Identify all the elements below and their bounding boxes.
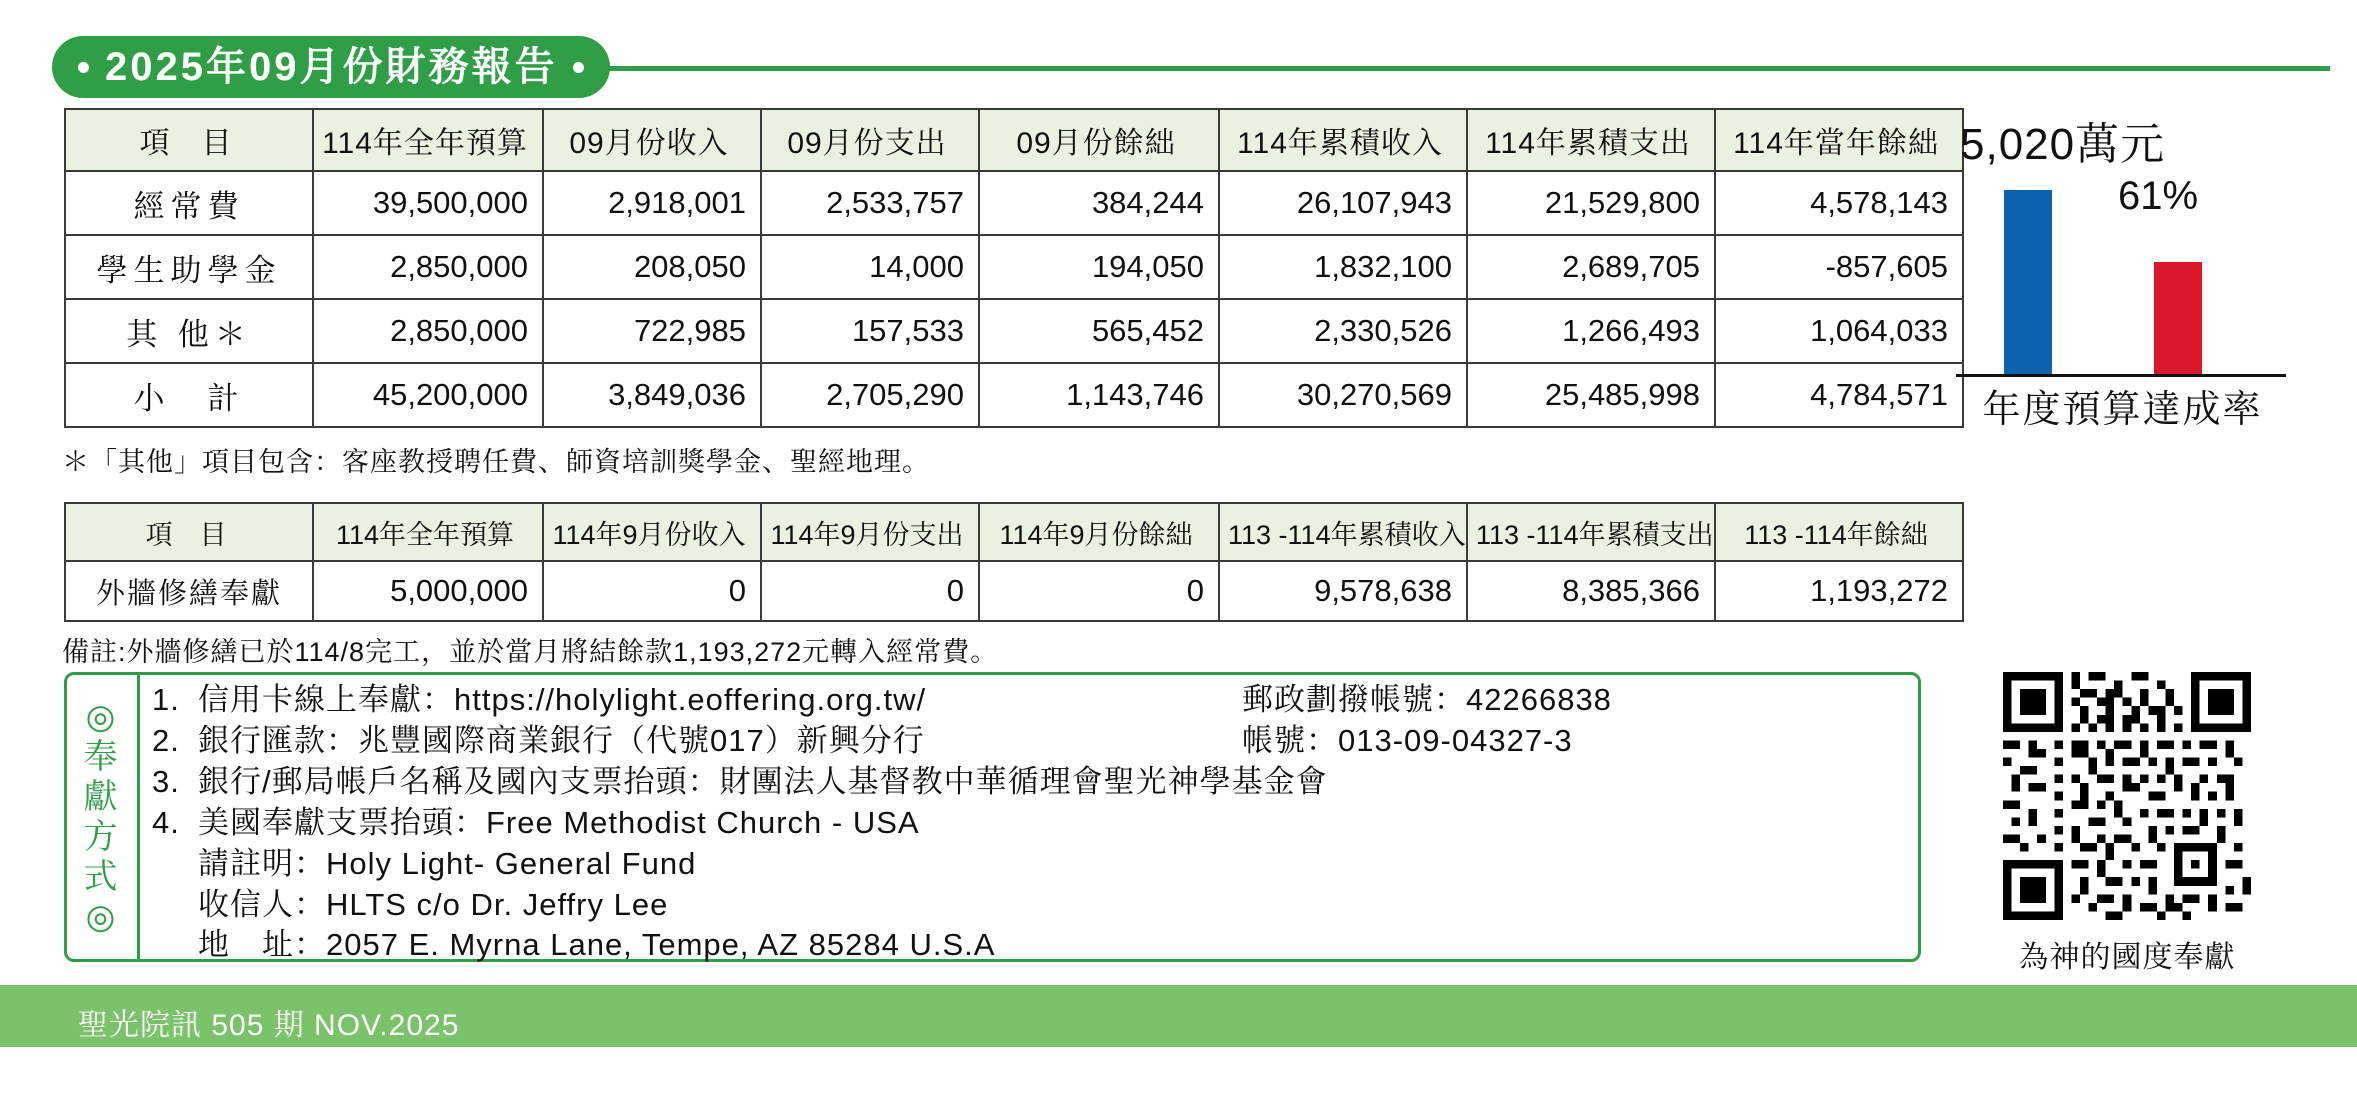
cell-value: 0	[543, 561, 761, 621]
cell-value: 4,784,571	[1715, 363, 1963, 427]
qr-code-caption: 為神的國度奉獻	[2018, 941, 2236, 974]
donation-label-char: 式	[83, 858, 118, 897]
col-header-sep-expense: 09月份支出	[761, 109, 979, 171]
cell-value: 39,500,000	[313, 171, 543, 235]
list-item-sub	[152, 885, 1852, 926]
table1-footnote: ＊「其他」項目包含：客座教授聘任費、師資培訓獎學金、聖經地理。	[62, 447, 930, 477]
donation-methods-list	[152, 680, 1852, 966]
cell-value: 21,529,800	[1467, 171, 1715, 235]
list-item-text: 美國奉獻支票抬頭：Free Methodist Church - USA	[198, 804, 920, 840]
cell-value: 0	[761, 561, 979, 621]
table2-footnote: 備註:外牆修繕已於114/8完工，並於當月將結餘款1,193,272元轉入經常費。	[62, 637, 999, 667]
col-header-annual-budget: 114年全年預算	[313, 109, 543, 171]
col-header-sep-balance: 09月份餘絀	[979, 109, 1219, 171]
table-row	[65, 171, 1963, 235]
cell-value: 2,705,290	[761, 363, 979, 427]
cell-value: 2,918,001	[543, 171, 761, 235]
cell-value: 565,452	[979, 299, 1219, 363]
cell-value: 194,050	[979, 235, 1219, 299]
cell-value: 26,107,943	[1219, 171, 1467, 235]
cell-value: 1,266,493	[1467, 299, 1715, 363]
list-item-text: 請註明：Holy Light- General Fund	[198, 845, 697, 881]
col-header-ytd-income: 114年累積收入	[1219, 109, 1467, 171]
list-item-number: 3.	[152, 763, 180, 799]
main-financial-table	[64, 108, 1964, 428]
cell-value: 14,000	[761, 235, 979, 299]
page-header	[0, 18, 2357, 89]
chart-baseline	[1956, 374, 2286, 377]
row-label: 小 計	[65, 363, 313, 427]
donation-label-char: 方	[83, 818, 118, 856]
qr-code-area	[1992, 672, 2262, 976]
table-row	[65, 561, 1963, 621]
cell-value: 2,850,000	[313, 235, 543, 299]
list-item-text: 收信人：HLTS c/o Dr. Jeffry Lee	[198, 886, 669, 922]
chart-percent-label: 61%	[2118, 174, 2199, 218]
bank-account-label: 帳號：013-09-04327-3	[1242, 722, 1573, 758]
cell-value: 5,000,000	[313, 561, 543, 621]
postal-account-label: 郵政劃撥帳號：42266838	[1242, 682, 1612, 717]
table-header-row	[65, 109, 1963, 171]
col-header-cum-income: 113 -114年累積收入	[1219, 503, 1467, 561]
col-header-annual-budget: 114年全年預算	[313, 503, 543, 561]
cell-value: 1,064,033	[1715, 299, 1963, 363]
donation-label-char: 獻	[83, 777, 118, 816]
col-header-cum-balance: 113 -114年餘絀	[1715, 503, 1963, 561]
col-header-item: 項 目	[65, 109, 313, 171]
cell-value: 4,578,143	[1715, 171, 1963, 235]
donation-label-char: 奉	[83, 737, 118, 776]
col-header-sep-income: 114年9月份收入	[543, 503, 761, 561]
col-header-item: 項 目	[65, 503, 313, 561]
list-item-number: 4.	[152, 804, 180, 840]
donation-methods-vertical-label	[64, 672, 140, 962]
list-item-text: 銀行/郵局帳戶名稱及國內支票抬頭：財團法人基督教中華循理會聖光神學基金會	[198, 763, 1328, 799]
header-title-pill	[52, 36, 610, 98]
col-header-cum-expense: 113 -114年累積支出	[1467, 503, 1715, 561]
list-item	[152, 680, 1852, 721]
chart-caption: 年度預算達成率	[1982, 389, 2263, 431]
budget-achievement-chart	[1950, 108, 2310, 433]
list-item-sub	[152, 844, 1852, 885]
list-item-text: 地 址：2057 E. Myrna Lane, Tempe, AZ 85284 U.S.A	[198, 927, 996, 963]
chart-amount-label: 5,020萬元	[1960, 120, 2166, 169]
list-item-text[interactable]: 信用卡線上奉獻：https://holylight.eoffering.org.tw/	[198, 682, 927, 717]
table-row	[65, 235, 1963, 299]
list-item	[152, 762, 1852, 803]
cell-value: 2,330,526	[1219, 299, 1467, 363]
cell-value-negative: -857,605	[1715, 235, 1963, 299]
row-label: 其 他＊	[65, 299, 313, 363]
cell-value: 9,578,638	[1219, 561, 1467, 621]
cell-value: 2,533,757	[761, 171, 979, 235]
list-item	[152, 803, 1852, 844]
cell-value: 208,050	[543, 235, 761, 299]
list-item	[152, 721, 1852, 762]
cell-value: 8,385,366	[1467, 561, 1715, 621]
qr-code-icon[interactable]	[2003, 672, 2251, 920]
table-row	[65, 363, 1963, 427]
cell-value: 1,193,272	[1715, 561, 1963, 621]
col-header-sep-balance: 114年9月份餘絀	[979, 503, 1219, 561]
cell-value: 384,244	[979, 171, 1219, 235]
cell-value: 2,689,705	[1467, 235, 1715, 299]
chart-bar-budget	[2004, 190, 2052, 375]
cell-value: 25,485,998	[1467, 363, 1715, 427]
cell-value: 1,143,746	[979, 363, 1219, 427]
table-header-row	[65, 503, 1963, 561]
list-item-number: 2.	[152, 722, 180, 758]
cell-value: 1,832,100	[1219, 235, 1467, 299]
col-header-sep-income: 09月份收入	[543, 109, 761, 171]
page-title: 2025年09月份財務報告	[105, 45, 558, 89]
list-item-sub	[152, 925, 1852, 966]
col-header-ytd-expense: 114年累積支出	[1467, 109, 1715, 171]
list-item-text: 銀行匯款：兆豐國際商業銀行（代號017）新興分行	[198, 722, 925, 758]
table-row	[65, 299, 1963, 363]
donation-label-char: ◎	[85, 898, 116, 937]
footer-text: 聖光院訊 505 期 NOV.2025	[78, 1009, 460, 1042]
cell-value: 45,200,000	[313, 363, 543, 427]
row-label: 外牆修繕奉獻	[65, 561, 313, 621]
donation-label-char: ◎	[85, 697, 116, 736]
cell-value: 0	[979, 561, 1219, 621]
col-header-ytd-balance: 114年當年餘絀	[1715, 109, 1963, 171]
cell-value: 157,533	[761, 299, 979, 363]
bullet-dot-left-icon	[78, 62, 89, 73]
cell-value: 3,849,036	[543, 363, 761, 427]
row-label: 學生助學金	[65, 235, 313, 299]
col-header-sep-expense: 114年9月份支出	[761, 503, 979, 561]
bullet-dot-right-icon	[573, 62, 584, 73]
cell-value: 2,850,000	[313, 299, 543, 363]
list-item-number: 1.	[152, 682, 180, 717]
cell-value: 30,270,569	[1219, 363, 1467, 427]
row-label: 經常費	[65, 171, 313, 235]
chart-bar-achieved	[2154, 262, 2202, 375]
wall-renovation-table	[64, 502, 1964, 622]
cell-value: 722,985	[543, 299, 761, 363]
